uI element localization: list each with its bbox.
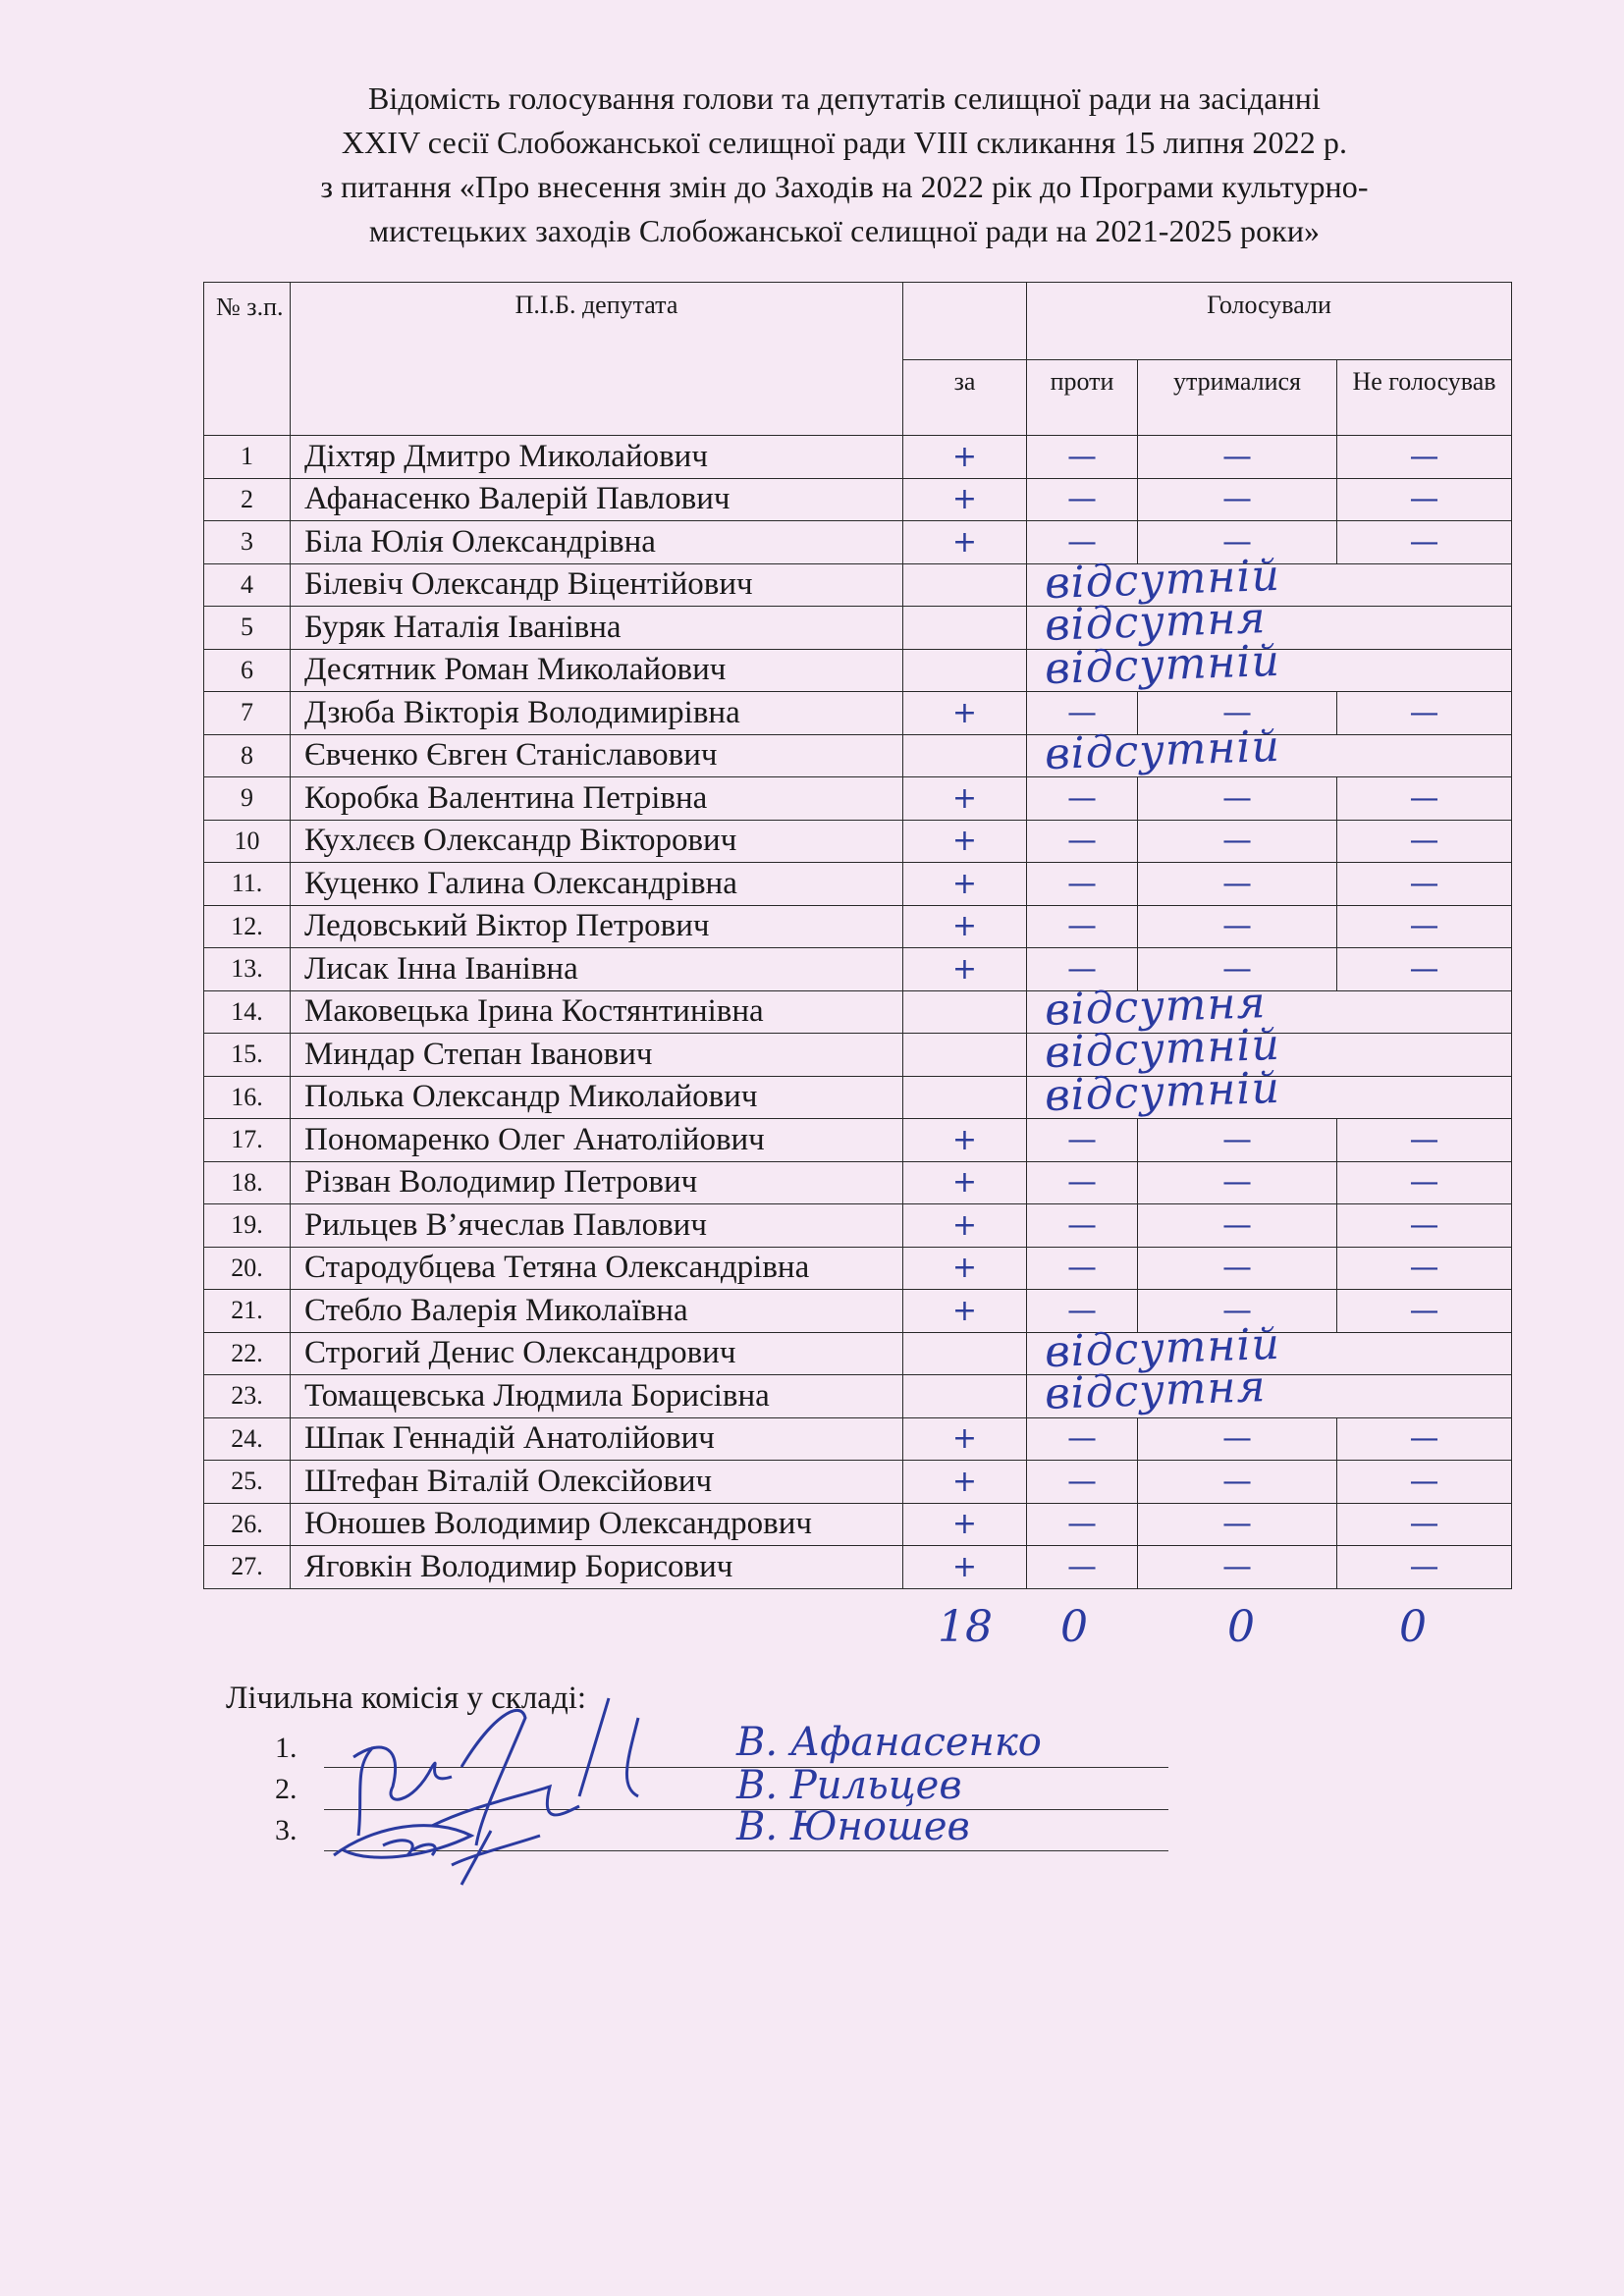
vote-against: —	[1027, 1417, 1138, 1461]
vote-against: —	[1027, 1290, 1138, 1333]
vote-for: +	[903, 1503, 1027, 1546]
title-line-2: XXIV сесії Слобожанської селищної ради VIII скликання 15 липня 2022 р.	[341, 125, 1348, 160]
table-row	[204, 820, 1512, 863]
table-row	[204, 905, 1512, 948]
absent-note: відсутній	[1044, 550, 1281, 609]
vote-for: +	[903, 478, 1027, 521]
deputy-name: Лисак Інна Іванівна	[291, 948, 903, 991]
row-number: 19.	[204, 1204, 291, 1248]
row-number: 23.	[204, 1375, 291, 1418]
table-row	[204, 1417, 1512, 1461]
vote-abstain: —	[1138, 1161, 1337, 1204]
commission-member-1: В. Афанасенко	[736, 1720, 1042, 1765]
row-number: 6	[204, 649, 291, 692]
row-number: 24.	[204, 1417, 291, 1461]
vote-for-cell	[903, 563, 1027, 607]
vote-for: +	[903, 1119, 1027, 1162]
deputy-name: Томащевська Людмила Борисівна	[291, 1375, 903, 1418]
vote-abstain: —	[1138, 478, 1337, 521]
table-row	[204, 1375, 1512, 1418]
header-name: П.І.Б. депутата	[291, 283, 903, 436]
table-row	[204, 521, 1512, 564]
header-novote: Не голосував	[1337, 360, 1512, 436]
commission-num-1: 1.	[275, 1732, 298, 1764]
vote-for: +	[903, 863, 1027, 906]
table-row	[204, 563, 1512, 607]
deputy-name: Євченко Євген Станіславович	[291, 734, 903, 777]
deputy-name: Яговкін Володимир Борисович	[291, 1546, 903, 1589]
vote-abstain: —	[1138, 948, 1337, 991]
title-line-3: з питання «Про внесення змін до Заходів на 2022 рік до Програми культурно-	[320, 169, 1369, 204]
vote-abstain: —	[1138, 863, 1337, 906]
absent-note: відсутня	[1044, 977, 1268, 1036]
table-row	[204, 1204, 1512, 1248]
table-row	[204, 948, 1512, 991]
table-row	[204, 1503, 1512, 1546]
deputy-name: Строгий Денис Олександрович	[291, 1332, 903, 1375]
deputy-name: Куценко Галина Олександрівна	[291, 863, 903, 906]
absent-note: відсутній	[1044, 1062, 1281, 1121]
row-number: 4	[204, 563, 291, 607]
table-row	[204, 1119, 1512, 1162]
vote-for: +	[903, 1461, 1027, 1504]
vote-abstain: —	[1138, 1417, 1337, 1461]
absent-cell	[1027, 1062, 1512, 1121]
vote-against: —	[1027, 1461, 1138, 1504]
vote-for: +	[903, 1204, 1027, 1248]
row-number: 10	[204, 820, 291, 863]
row-number: 26.	[204, 1503, 291, 1546]
deputy-name: Шпак Геннадій Анатолійович	[291, 1417, 903, 1461]
absent-note: відсутній	[1044, 721, 1281, 779]
commission-member-2: В. Рильцев	[736, 1763, 962, 1808]
vote-novote: —	[1337, 1503, 1512, 1546]
commission-member-3: В. Юношев	[736, 1804, 970, 1849]
table-row	[204, 863, 1512, 906]
deputy-name: Штефан Віталій Олексійович	[291, 1461, 903, 1504]
total-against: 0	[1060, 1602, 1088, 1652]
vote-novote: —	[1337, 777, 1512, 821]
vote-novote: —	[1337, 1290, 1512, 1333]
deputy-name: Рильцев В’ячеслав Павлович	[291, 1204, 903, 1248]
absent-cell	[1027, 721, 1512, 779]
vote-for-cell	[903, 1076, 1027, 1119]
vote-abstain: —	[1138, 521, 1337, 564]
row-number: 18.	[204, 1161, 291, 1204]
absent-note: відсутня	[1044, 593, 1268, 651]
deputy-name: Ледовський Віктор Петрович	[291, 905, 903, 948]
deputy-name: Буряк Наталія Іванівна	[291, 607, 903, 650]
deputy-name: Коробка Валентина Петрівна	[291, 777, 903, 821]
vote-against: —	[1027, 521, 1138, 564]
vote-for-cell	[903, 1332, 1027, 1375]
vote-abstain: —	[1138, 905, 1337, 948]
row-number: 14.	[204, 990, 291, 1034]
deputy-name: Дзюба Вікторія Володимирівна	[291, 692, 903, 735]
handwritten-signatures	[314, 1659, 727, 1895]
vote-for: +	[903, 1161, 1027, 1204]
absent-note: відсутня	[1044, 1362, 1268, 1419]
deputy-name: Кухлєєв Олександр Вікторович	[291, 820, 903, 863]
table-row	[204, 692, 1512, 735]
table-row	[204, 1247, 1512, 1290]
row-number: 9	[204, 777, 291, 821]
vote-abstain: —	[1138, 1204, 1337, 1248]
vote-abstain: —	[1138, 777, 1337, 821]
vote-against: —	[1027, 478, 1138, 521]
vote-abstain: —	[1138, 820, 1337, 863]
vote-for-cell	[903, 649, 1027, 692]
deputy-name: Полька Олександр Миколайович	[291, 1076, 903, 1119]
table-row	[204, 436, 1512, 479]
absent-note: відсутній	[1044, 635, 1281, 694]
table-row	[204, 607, 1512, 650]
header-voted: Голосували	[1027, 283, 1512, 360]
table-row	[204, 649, 1512, 692]
vote-against: —	[1027, 692, 1138, 735]
deputy-name: Стебло Валерія Миколаївна	[291, 1290, 903, 1333]
row-number: 20.	[204, 1247, 291, 1290]
vote-novote: —	[1337, 692, 1512, 735]
vote-for: +	[903, 948, 1027, 991]
table-row	[204, 1290, 1512, 1333]
deputy-name: Миндар Степан Іванович	[291, 1034, 903, 1077]
vote-for-cell	[903, 990, 1027, 1034]
vote-abstain: —	[1138, 1546, 1337, 1589]
row-number: 16.	[204, 1076, 291, 1119]
vote-novote: —	[1337, 521, 1512, 564]
table-row	[204, 1034, 1512, 1077]
table-row	[204, 1076, 1512, 1119]
vote-for: +	[903, 1546, 1027, 1589]
vote-against: —	[1027, 1119, 1138, 1162]
vote-for-cell	[903, 734, 1027, 777]
row-number: 7	[204, 692, 291, 735]
voting-table-body	[204, 436, 1512, 1589]
absent-cell	[1027, 1362, 1512, 1419]
table-row	[204, 1546, 1512, 1589]
table-row	[204, 1461, 1512, 1504]
row-number: 8	[204, 734, 291, 777]
vote-against: —	[1027, 1546, 1138, 1589]
vote-against: —	[1027, 1161, 1138, 1204]
vote-for-cell	[903, 607, 1027, 650]
vote-abstain: —	[1138, 1503, 1337, 1546]
vote-novote: —	[1337, 905, 1512, 948]
vote-for: +	[903, 777, 1027, 821]
header-blank	[903, 283, 1027, 360]
vote-against: —	[1027, 820, 1138, 863]
vote-novote: —	[1337, 948, 1512, 991]
header-against: проти	[1027, 360, 1138, 436]
vote-for-cell	[903, 1375, 1027, 1418]
vote-for-cell	[903, 1034, 1027, 1077]
vote-novote: —	[1337, 1161, 1512, 1204]
row-number: 12.	[204, 905, 291, 948]
deputy-name: Юношев Володимир Олександрович	[291, 1503, 903, 1546]
vote-novote: —	[1337, 478, 1512, 521]
vote-for: +	[903, 521, 1027, 564]
commission-label: Лічильна комісія у складі:	[226, 1681, 587, 1716]
commission-num-3: 3.	[275, 1814, 298, 1846]
deputy-name: Різван Володимир Петрович	[291, 1161, 903, 1204]
row-number: 2	[204, 478, 291, 521]
deputy-name: Маковецька Ірина Костянтинівна	[291, 990, 903, 1034]
row-number: 27.	[204, 1546, 291, 1589]
table-row	[204, 1332, 1512, 1375]
deputy-name: Діхтяр Дмитро Миколайович	[291, 436, 903, 479]
deputy-name: Афанасенко Валерій Павлович	[291, 478, 903, 521]
vote-against: —	[1027, 1204, 1138, 1248]
row-number: 17.	[204, 1119, 291, 1162]
vote-novote: —	[1337, 1119, 1512, 1162]
deputy-name: Білевіч Олександр Віцентійович	[291, 563, 903, 607]
row-number: 21.	[204, 1290, 291, 1333]
row-number: 13.	[204, 948, 291, 991]
vote-against: —	[1027, 948, 1138, 991]
total-for: 18	[938, 1602, 993, 1652]
title-line-4: мистецьких заходів Слобожанської селищної ради на 2021-2025 роки»	[368, 213, 1321, 248]
row-number: 3	[204, 521, 291, 564]
vote-abstain: —	[1138, 1247, 1337, 1290]
vote-against: —	[1027, 1247, 1138, 1290]
vote-novote: —	[1337, 1417, 1512, 1461]
vote-for: +	[903, 692, 1027, 735]
row-number: 5	[204, 607, 291, 650]
vote-for: +	[903, 905, 1027, 948]
vote-novote: —	[1337, 1546, 1512, 1589]
header-num: № з.п.	[204, 283, 291, 436]
deputy-name: Десятник Роман Миколайович	[291, 649, 903, 692]
vote-against: —	[1027, 436, 1138, 479]
vote-abstain: —	[1138, 692, 1337, 735]
absent-note: відсутній	[1044, 1318, 1281, 1377]
vote-abstain: —	[1138, 1119, 1337, 1162]
deputy-name: Біла Юлія Олександрівна	[291, 521, 903, 564]
absent-cell	[1027, 635, 1512, 694]
row-number: 1	[204, 436, 291, 479]
title-line-1: Відомість голосування голови та депутатів селищної ради на засіданні	[367, 80, 1322, 116]
table-row	[204, 734, 1512, 777]
table-row	[204, 1161, 1512, 1204]
vote-novote: —	[1337, 1247, 1512, 1290]
vote-for: +	[903, 1417, 1027, 1461]
row-number: 22.	[204, 1332, 291, 1375]
table-row	[204, 478, 1512, 521]
table-row	[204, 777, 1512, 821]
commission-num-2: 2.	[275, 1773, 298, 1805]
vote-novote: —	[1337, 1204, 1512, 1248]
vote-novote: —	[1337, 436, 1512, 479]
row-number: 15.	[204, 1034, 291, 1077]
vote-for: +	[903, 1247, 1027, 1290]
vote-novote: —	[1337, 1461, 1512, 1504]
header-for: за	[903, 360, 1027, 436]
header-abstain: утрималися	[1138, 360, 1337, 436]
deputy-name: Стародубцева Тетяна Олександрівна	[291, 1247, 903, 1290]
deputy-name: Пономаренко Олег Анатолійович	[291, 1119, 903, 1162]
table-row	[204, 990, 1512, 1034]
vote-novote: —	[1337, 863, 1512, 906]
vote-abstain: —	[1138, 1290, 1337, 1333]
row-number: 11.	[204, 863, 291, 906]
vote-against: —	[1027, 905, 1138, 948]
vote-against: —	[1027, 777, 1138, 821]
vote-abstain: —	[1138, 1461, 1337, 1504]
document-title	[147, 77, 1542, 253]
vote-for: +	[903, 1290, 1027, 1333]
vote-against: —	[1027, 863, 1138, 906]
vote-for: +	[903, 820, 1027, 863]
total-abstain: 0	[1227, 1602, 1255, 1652]
vote-for: +	[903, 436, 1027, 479]
total-novote: 0	[1399, 1602, 1427, 1652]
vote-abstain: —	[1138, 436, 1337, 479]
row-number: 25.	[204, 1461, 291, 1504]
voting-table	[203, 282, 1512, 1589]
vote-novote: —	[1337, 820, 1512, 863]
absent-note: відсутній	[1044, 1019, 1281, 1079]
vote-against: —	[1027, 1503, 1138, 1546]
